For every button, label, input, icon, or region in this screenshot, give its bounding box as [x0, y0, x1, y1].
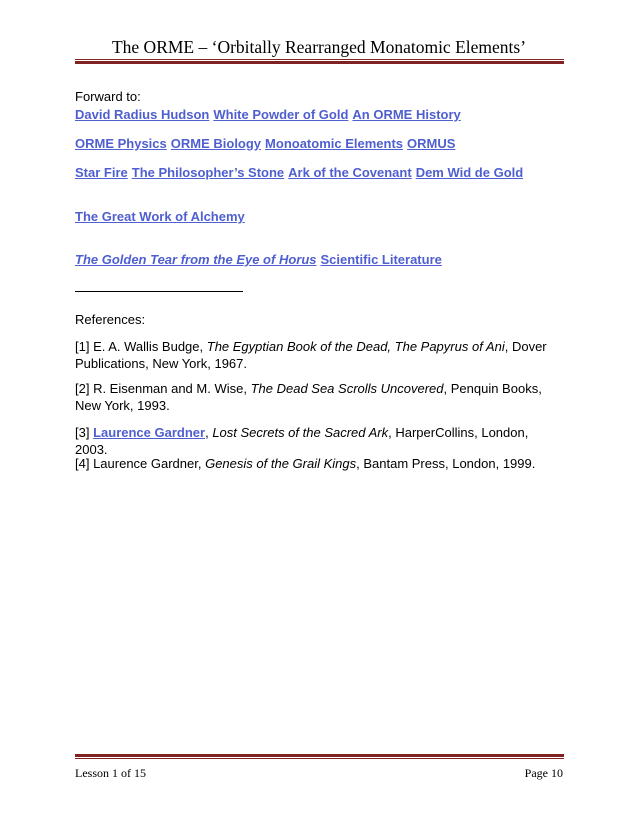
link-star-fire[interactable]: Star Fire — [75, 165, 128, 180]
reference-4 — [75, 455, 555, 472]
reference-3 — [75, 424, 555, 458]
reference-2-prefix: [2] R. Eisenman and M. Wise, — [75, 381, 251, 396]
link-row-4 — [75, 208, 245, 225]
footnote-separator — [75, 291, 243, 292]
references-label: References: — [75, 312, 146, 327]
footer-rule-thick — [75, 754, 564, 757]
footer-rule-thin — [75, 758, 564, 759]
link-dem-wid-de-gold[interactable]: Dem Wid de Gold — [415, 165, 524, 180]
link-white-powder-of-gold[interactable]: White Powder of Gold — [213, 107, 349, 122]
reference-1-suffix: , Dover Publications, New York, 1967. — [75, 339, 547, 371]
reference-4-title: Genesis of the Grail Kings — [205, 456, 357, 471]
reference-1 — [75, 338, 555, 372]
footer-page-number: Page 10 — [524, 766, 563, 780]
link-an-orme-history[interactable]: An ORME History — [352, 107, 461, 122]
reference-1-title: The Egyptian Book of the Dead, The Papyrus of Ani — [206, 339, 505, 354]
link-row-3 — [75, 164, 523, 181]
reference-2 — [75, 380, 555, 414]
link-golden-tear-eye-of-horus[interactable]: The Golden Tear from the Eye of Horus — [75, 252, 317, 267]
link-philosophers-stone[interactable]: The Philosopher’s Stone — [131, 165, 285, 180]
link-scientific-literature[interactable]: Scientific Literature — [320, 252, 442, 267]
link-monoatomic-elements[interactable]: Monoatomic Elements — [265, 136, 404, 151]
link-orme-biology[interactable]: ORME Biology — [170, 136, 262, 151]
reference-3-sep: , — [205, 425, 213, 440]
reference-3-title: Lost Secrets of the Sacred Ark — [212, 425, 389, 440]
link-row-1 — [75, 106, 461, 123]
link-row-2 — [75, 135, 455, 152]
link-great-work-of-alchemy[interactable]: The Great Work of Alchemy — [75, 209, 245, 224]
reference-1-prefix: [1] E. A. Wallis Budge, — [75, 339, 207, 354]
reference-3-suffix: , HarperCollins, London, 2003. — [75, 425, 529, 457]
page-header-title: The ORME – ‘Orbitally Rearranged Monatomic Elements’ — [111, 37, 527, 57]
reference-4-prefix: [4] Laurence Gardner, — [75, 456, 206, 471]
header-rule-thin — [75, 59, 564, 60]
reference-2-suffix: , Penquin Books, New York, 1993. — [75, 381, 542, 413]
link-ark-of-the-covenant[interactable]: Ark of the Covenant — [288, 165, 412, 180]
reference-3-prefix: [3] — [75, 425, 94, 440]
reference-4-suffix: , Bantam Press, London, 1999. — [356, 456, 536, 471]
header-rule-thick — [75, 61, 564, 64]
link-laurence-gardner[interactable]: Laurence Gardner — [93, 425, 206, 440]
footer-lesson: Lesson 1 of 15 — [75, 766, 146, 780]
forward-label: Forward to: — [75, 89, 141, 104]
link-ormus[interactable]: ORMUS — [407, 136, 456, 151]
link-orme-physics[interactable]: ORME Physics — [75, 136, 167, 151]
reference-2-title: The Dead Sea Scrolls Uncovered — [250, 381, 444, 396]
link-row-5 — [75, 251, 442, 268]
link-david-radius-hudson[interactable]: David Radius Hudson — [75, 107, 210, 122]
